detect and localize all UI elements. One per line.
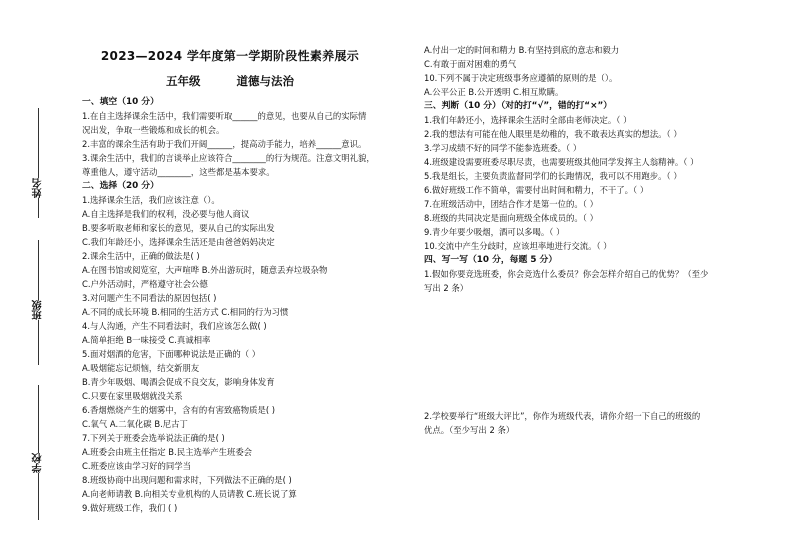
question-line: C.有敢于面对困难的勇气	[424, 59, 517, 69]
exam-title: 2023—2024 学年度第一学期阶段性素养展示	[100, 49, 360, 63]
section-heading: 一、填空（10 分）	[82, 97, 159, 107]
question-line: 4.与人沟通，产生不同看法时，我们应该怎么做( )	[82, 321, 267, 331]
question-line: 况出发，争取一些锻炼和成长的机会。	[82, 125, 225, 135]
question-line: 2.课余生活中，正确的做法是( )	[82, 251, 200, 261]
question-line: C.班委应该由学习好的同学当	[82, 461, 192, 471]
question-line: 3.对问题产生不同看法的原因包括( )	[82, 293, 217, 303]
question-line: 10.下列不属于决定班级事务应遵循的原则的是（）。	[424, 73, 618, 83]
question-line: 3.课余生活中，我们的言谈举止应该符合________的行为规范。注意文明礼貌，	[82, 153, 375, 163]
question-line: C.只要在家里吸烟就没关系	[82, 391, 183, 401]
section-heading: 四、写一写（10 分，每题 5 分）	[424, 255, 558, 265]
question-line: A.付出一定的时间和精力 B.有坚持到底的意志和毅力	[424, 45, 620, 55]
question-line: A.吸烟能忘记烦恼，结交新朋友	[82, 363, 200, 373]
question-line: 1.选择课余生活，我们应该注意（）。	[82, 195, 220, 205]
name-label: 姓名	[30, 178, 48, 198]
question-line: 2.丰富的课余生活有助于我们开阔______，提高动手能力，培养______意识。	[82, 139, 367, 149]
name-field[interactable]	[28, 108, 50, 218]
student-info-margin	[0, 0, 60, 560]
question-line: 7.下列关于班委会选举说法正确的是( )	[82, 433, 225, 443]
question-line: 3.学习成绩不好的同学不能参选班委。（ ）	[424, 143, 582, 153]
question-line: 1.在自主选择课余生活中，我们需要听取______的意见，也要从自己的实际情	[82, 111, 367, 121]
question-line: 4.班级建设需要班委尽职尽责，也需要班级其他同学发挥主人翁精神。（ ）	[424, 157, 699, 167]
section-heading: 三、判断（10 分）（对的打“√”，错的打“×”）	[424, 101, 613, 111]
question-line: 9.做好班级工作，我们 ( )	[82, 503, 178, 513]
question-line: 1.我们年龄还小，选择课余生活时全部由老师决定。（ ）	[424, 115, 632, 125]
question-line: 5.面对烟酒的危害，下面哪种说法是正确的（ ）	[82, 349, 261, 359]
question-line: 6.做好班级工作不简单，需要付出时间和精力，不干了。（ ）	[424, 185, 649, 195]
question-line: A.公平公正 B.公开透明 C.相互欺瞒。	[424, 87, 564, 97]
question-line: A.不同的成长环境 B.相同的生活方式 C.相同的行为习惯	[82, 307, 289, 317]
question-line: 优点。（至少写出 2 条）	[424, 425, 515, 435]
question-line: 7.在班级活动中，团结合作才是第一位的。（ ）	[424, 199, 598, 209]
question-line: 8.班级协商中出现问题和需求时，下列做法不正确的是( )	[82, 475, 292, 485]
class-label: 班级	[30, 300, 48, 320]
question-line: A.简单拒绝 B一味接受 C.真诚相率	[82, 335, 211, 345]
question-line: A.向老师请教 B.向相关专业机构的人员请教 C.班长说了算	[82, 489, 297, 499]
exam-subtitle	[65, 73, 395, 89]
question-line: B.要多听取老师和家长的意见，要从自己的实际出发	[82, 223, 275, 233]
question-line: A.自主选择是我们的权利，没必要与他人商议	[82, 209, 250, 219]
question-line: 2.学校要举行“班级大评比”，你作为班级代表，请你介绍一下自己的班级的	[424, 411, 701, 421]
question-line: 6.香烟燃烧产生的烟雾中，含有的有害致癌物质是( )	[82, 405, 276, 415]
question-line: 2.我的想法有可能在他人眼里是幼稚的，我不敢表达真实的想法。（ ）	[424, 129, 682, 139]
grade-label: 五年级	[165, 74, 201, 88]
name-underline	[38, 108, 39, 218]
question-line: 9.青少年要少吸烟，酒可以多喝。（ ）	[424, 227, 565, 237]
question-line: 尊重他人，遵守活动________，这些都是基本要求。	[82, 167, 275, 177]
question-line: B.青少年吸烟、喝酒会促成不良交友，影响身体发育	[82, 377, 275, 387]
class-field[interactable]	[28, 240, 50, 365]
question-line: 8.班级的共同决定是面向班级全体成员的。（ ）	[424, 213, 598, 223]
question-line: A.班委会由班主任指定 B.民主选举产生班委会	[82, 447, 253, 457]
question-line: 5.我是组长，主要负责监督同学们的长跑情况，我可以不用跑步。（ ）	[424, 171, 682, 181]
school-label: 学校	[30, 453, 48, 473]
question-line: 写出 2 条）	[424, 283, 469, 293]
question-line: C.氧气 A.二氧化碳 B.尼古丁	[82, 419, 188, 429]
school-field[interactable]	[28, 385, 50, 520]
question-line: C.我们年龄还小，选择课余生活还是由爸爸妈妈决定	[82, 237, 275, 247]
question-line: C.户外活动时，严格遵守社会公德	[82, 279, 208, 289]
question-line: A.在图书馆或阅览室，大声喧哗 B.外出游玩时，随意丢弃垃圾杂物	[82, 265, 328, 275]
question-line: 10.交流中产生分歧时，应该坦率地进行交流。（ ）	[424, 241, 612, 251]
subject-label: 道德与法治	[236, 74, 294, 88]
question-line: 1.假如你要竞选班委，你会竞选什么委员？你会怎样介绍自己的优势？（至少	[424, 269, 709, 279]
section-heading: 二、选择（20 分）	[82, 181, 159, 191]
